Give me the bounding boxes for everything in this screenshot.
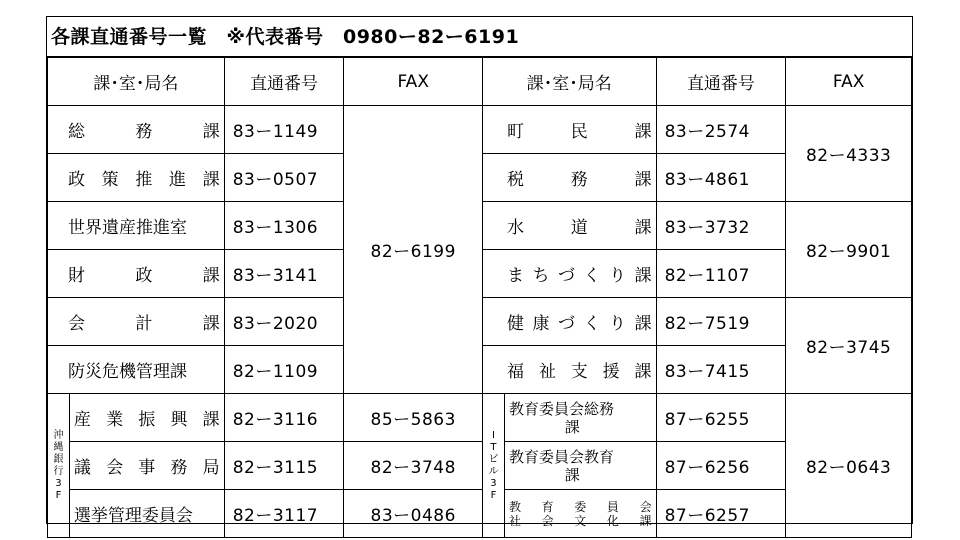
dept-name (68, 309, 220, 334)
dept-name-char: 計 (135, 314, 153, 334)
dept-name-char: 政 (68, 170, 85, 190)
dept-name (507, 117, 652, 142)
dept-name-line (509, 500, 652, 514)
direct-number-cell: 82ー1109 (224, 346, 344, 394)
dept-cell (482, 298, 656, 346)
dept-name-line: 課 (564, 417, 580, 436)
fax-cell: 85ー5863 (344, 394, 483, 442)
dept-name-char: 康 (532, 314, 550, 334)
dept-name-char: 健 (506, 314, 524, 334)
direct-number-cell: 82ー3117 (224, 490, 344, 538)
dept-name-char: 財 (68, 266, 85, 286)
direct-number-cell: 82ー7519 (656, 298, 786, 346)
header-dept-right: 課･室･局名 (482, 58, 656, 106)
direct-number-cell: 83ー2020 (224, 298, 344, 346)
dept-name-char: 課 (639, 513, 652, 528)
dept-name-char: 総 (68, 122, 85, 142)
dept-name-char: 議 (73, 458, 91, 478)
dept-name-char: 事 (138, 458, 156, 478)
dept-name-char: 課 (202, 266, 220, 286)
dept-name (68, 357, 220, 382)
dept-name-char: 務 (170, 458, 188, 478)
dept-name-char: 課 (202, 170, 220, 190)
header-direct-right: 直通番号 (656, 58, 786, 106)
dept-name-char: く (583, 314, 601, 334)
page-title: 各課直通番号一覧 ※代表番号 0980ー82ー6191 (47, 17, 912, 57)
header-fax-right: FAX (786, 58, 912, 106)
direct-number-cell: 83ー1306 (224, 202, 344, 250)
dept-cell (48, 250, 225, 298)
dept-name-char: 税 (506, 170, 524, 190)
dept-name-char: づ (558, 314, 576, 334)
dept-name-char: 文 (574, 513, 587, 528)
dept-name-char: 社 (508, 513, 521, 528)
side-label-char: 沖 (53, 429, 64, 441)
dept-name-char: づ (558, 266, 576, 286)
dept-name-char: り (609, 266, 627, 286)
side-label-char: 3 (55, 477, 62, 489)
direct-number-cell: 87ー6256 (656, 442, 786, 490)
dept-name-char: 教 (508, 499, 521, 514)
direct-number-cell: 83ー3141 (224, 250, 344, 298)
side-label-char: 縄 (53, 441, 64, 453)
dept-name-char: 課 (634, 122, 652, 142)
dept-name-char: 民 (570, 122, 588, 142)
dept-name-char: 会 (106, 458, 124, 478)
dept-name-char: ち (532, 266, 550, 286)
location-label-it-building (482, 394, 504, 538)
dept-cell (48, 202, 225, 250)
dept-name (507, 213, 652, 238)
dept-cell (48, 106, 225, 154)
direct-number-cell: 83ー1149 (224, 106, 344, 154)
table-row (48, 490, 912, 538)
dept-name (507, 261, 652, 286)
directory-table-frame (46, 16, 913, 528)
dept-name-line: 課 (564, 465, 580, 484)
dept-name (68, 261, 220, 286)
header-fax-left: FAX (344, 58, 483, 106)
dept-name-char: 課 (634, 266, 652, 286)
dept-name-char: 策 (101, 170, 119, 190)
dept-name (507, 357, 652, 382)
dept-name-char: 興 (170, 410, 188, 430)
header-dept-left: 課･室･局名 (48, 58, 225, 106)
table-row (48, 106, 912, 154)
side-label-char: 行 (53, 465, 64, 477)
dept-name-char: く (583, 266, 601, 286)
dept-cell (69, 490, 224, 538)
dept-name-char: 福 (506, 362, 524, 382)
directory-table (47, 57, 912, 538)
dept-cell (69, 394, 224, 442)
dept-name-char: 推 (135, 170, 153, 190)
dept-name-char: 水 (506, 218, 524, 238)
dept-name-char: ま (506, 266, 524, 286)
direct-number-cell: 82ー3115 (224, 442, 344, 490)
direct-number-cell: 83ー2574 (656, 106, 786, 154)
dept-cell (482, 202, 656, 250)
fax-cell: 82ー3748 (344, 442, 483, 490)
dept-name (68, 213, 220, 238)
dept-name-char: 業 (106, 410, 124, 430)
direct-number-cell: 83ー3732 (656, 202, 786, 250)
dept-name-char: 町 (506, 122, 524, 142)
dept-name-char: 育 (541, 499, 554, 514)
direct-number-cell: 87ー6257 (656, 490, 786, 538)
header-row (48, 58, 912, 106)
dept-name-char: 振 (138, 410, 156, 430)
dept-cell (48, 154, 225, 202)
dept-name-char: 課 (634, 362, 652, 382)
dept-name-char: 務 (135, 122, 153, 142)
dept-name-line (509, 514, 652, 528)
direct-number-cell: 82ー3116 (224, 394, 344, 442)
dept-name (507, 309, 652, 334)
dept-name-char: 課 (202, 314, 220, 334)
dept-name-char: 化 (606, 513, 619, 528)
dept-name-line: 教育委員会総務 (508, 399, 614, 418)
fax-cell: 82ー0643 (786, 394, 912, 538)
dept-name-line: 教育委員会教育 (508, 447, 614, 466)
dept-cell (482, 154, 656, 202)
dept-name-char: 世界遺産推進室 (68, 218, 187, 238)
dept-cell (48, 346, 225, 394)
side-label-char: F (55, 489, 62, 501)
dept-name-char: 課 (634, 314, 652, 334)
dept-cell (482, 106, 656, 154)
dept-name-char: 政 (135, 266, 153, 286)
dept-name-char: 会 (68, 314, 85, 334)
dept-cell (48, 298, 225, 346)
dept-name-char: 支 (570, 362, 588, 382)
dept-name (74, 453, 220, 478)
directory-grid (47, 57, 912, 538)
dept-cell (504, 442, 656, 490)
dept-name-char: 員 (606, 499, 619, 514)
dept-name-char: 道 (570, 218, 588, 238)
dept-name-char: り (609, 314, 627, 334)
dept-name-char: 局 (202, 458, 220, 478)
direct-number-cell: 83ー0507 (224, 154, 344, 202)
header-direct-left: 直通番号 (224, 58, 344, 106)
dept-cell (482, 346, 656, 394)
direct-number-cell: 83ー4861 (656, 154, 786, 202)
dept-name-char: 会 (639, 499, 652, 514)
dept-name (74, 405, 220, 430)
side-label-char: 3 (490, 477, 497, 489)
dept-name-char: 選挙管理委員会 (73, 506, 193, 526)
dept-name-char: 課 (634, 218, 652, 238)
dept-name-char: 会 (541, 513, 554, 528)
table-row (48, 442, 912, 490)
dept-name-char: 課 (202, 410, 220, 430)
fax-cell: 83ー0486 (344, 490, 483, 538)
dept-name (68, 117, 220, 142)
dept-name-char: 援 (602, 362, 620, 382)
table-row (48, 394, 912, 442)
fax-cell: 82ー9901 (786, 202, 912, 298)
side-label-char: ル (488, 465, 499, 477)
dept-name-char: 委 (574, 499, 587, 514)
dept-cell (504, 490, 656, 538)
dept-name-char: 進 (169, 170, 187, 190)
dept-name-char: 産 (73, 410, 91, 430)
location-label-okinawa-bank (48, 394, 70, 538)
side-label-char: I (491, 429, 495, 441)
direct-number-cell: 87ー6255 (656, 394, 786, 442)
dept-name (68, 165, 220, 190)
dept-cell (69, 442, 224, 490)
dept-name-char: 務 (570, 170, 588, 190)
dept-name-char: 防災危機管理課 (68, 362, 187, 382)
side-label-char: F (490, 489, 497, 501)
dept-name-char: 祉 (538, 362, 556, 382)
direct-number-cell: 83ー7415 (656, 346, 786, 394)
side-label-char: T (490, 441, 497, 453)
dept-cell (504, 394, 656, 442)
dept-name-char: 課 (202, 122, 220, 142)
side-label-char: ビ (488, 453, 499, 465)
dept-name-char: 課 (634, 170, 652, 190)
direct-number-cell: 82ー1107 (656, 250, 786, 298)
fax-cell: 82ー3745 (786, 298, 912, 394)
dept-name (507, 165, 652, 190)
side-label-char: 銀 (53, 453, 64, 465)
fax-cell: 82ー6199 (344, 106, 483, 394)
fax-cell: 82ー4333 (786, 106, 912, 202)
dept-cell (482, 250, 656, 298)
dept-name (74, 501, 220, 526)
